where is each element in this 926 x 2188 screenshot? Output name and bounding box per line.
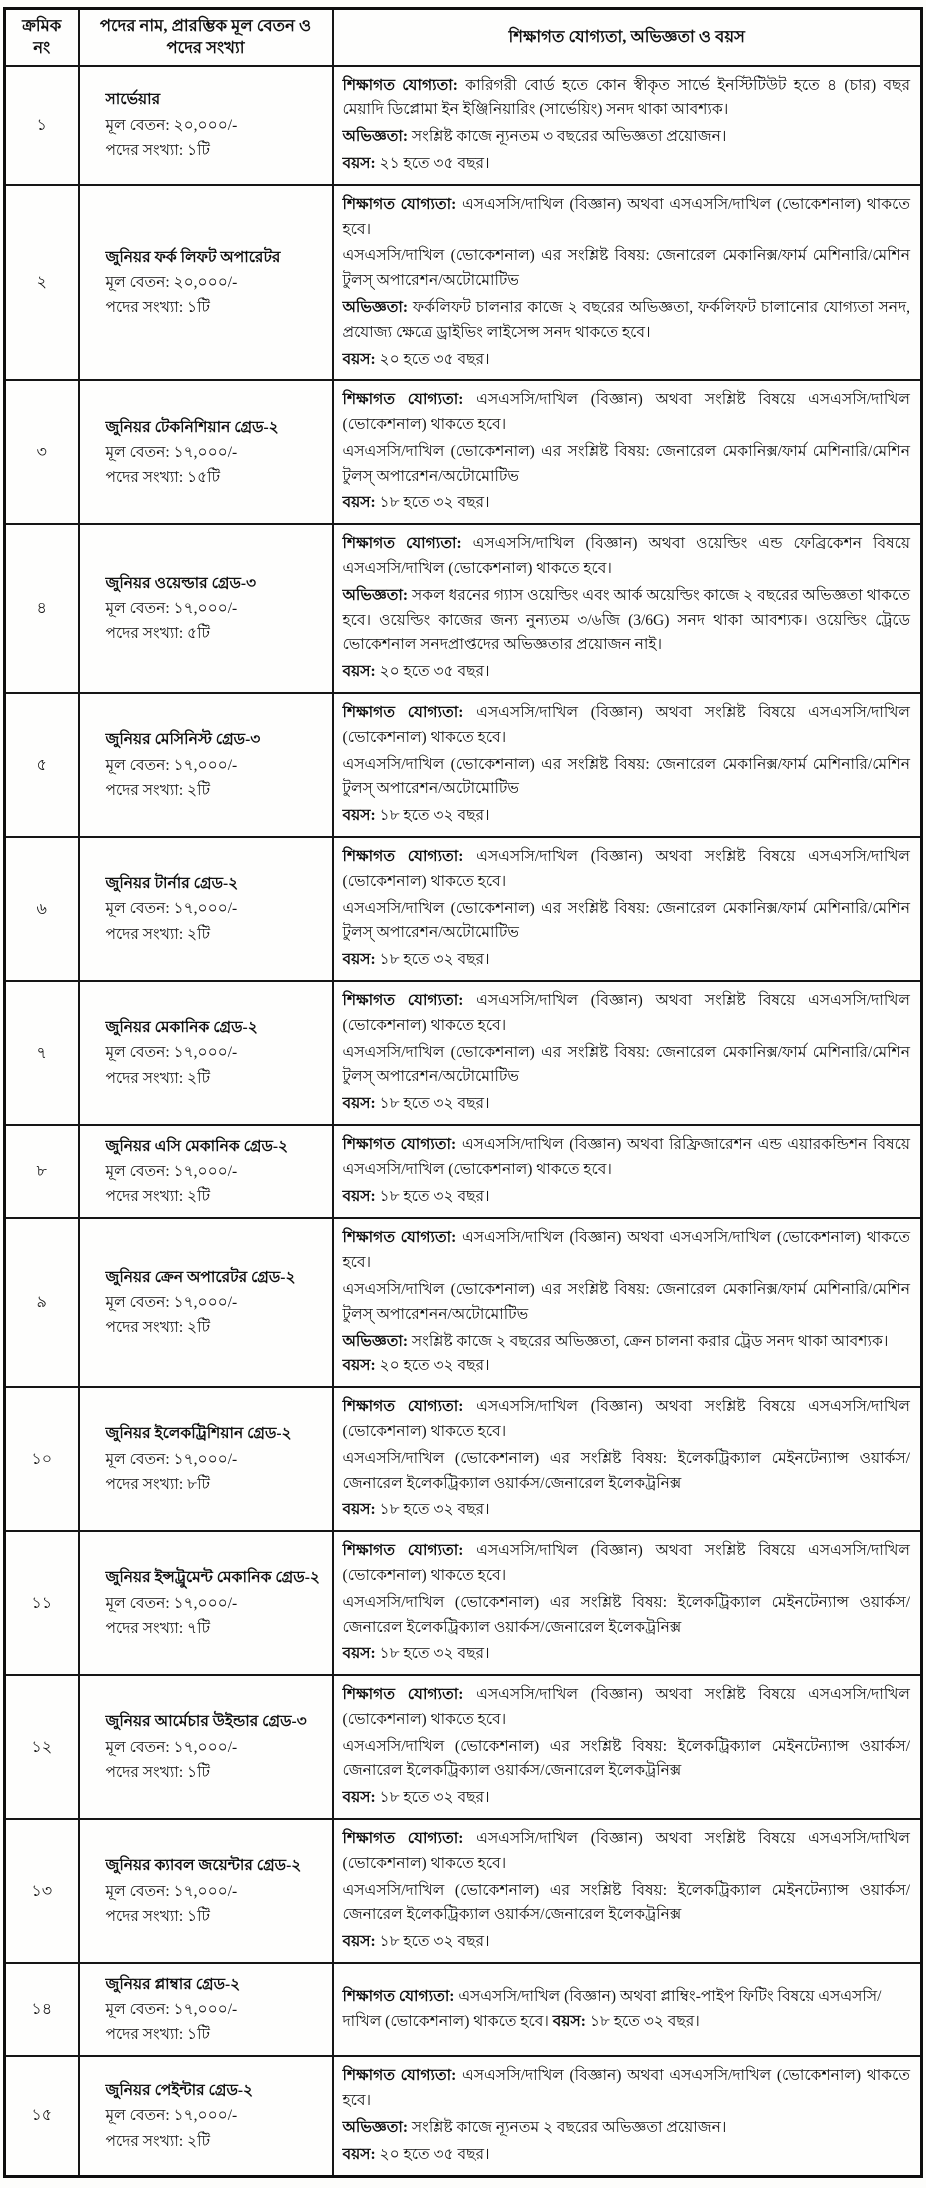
serial-number: ১৩ xyxy=(5,1819,79,1963)
qualification-text: এসএসসি/দাখিল (বিজ্ঞান) অথবা ওয়েল্ডিং এন্ড ফেব্রিকেশন বিষয়ে এসএসসি/দাখিল (ভোকেশনাল) থাকতে হবে। xyxy=(342,535,910,578)
serial-number: ১৪ xyxy=(5,1963,79,2056)
qualification-text: ১৮ হতে ৩২ বছর। xyxy=(585,2012,700,2030)
table-row xyxy=(5,693,922,837)
qualification-line xyxy=(343,844,911,896)
qualification-text: এসএসসি/দাখিল (বিজ্ঞান) অথবা সংশ্লিষ্ট বিষয়ে এসএসসি/দাখিল (ভোকেশনাল) থাকতে হবে। xyxy=(342,1398,910,1440)
qualification-cell xyxy=(333,1963,922,2056)
table-row xyxy=(5,1675,922,1819)
table-row xyxy=(5,1531,922,1675)
table-row xyxy=(5,380,922,524)
serial-number: ৯ xyxy=(5,1218,79,1387)
position-cell xyxy=(79,1387,333,1531)
qualification-line xyxy=(343,124,911,151)
qualification-cell xyxy=(333,693,922,837)
qualification-cell xyxy=(333,1218,922,1387)
post-count: পদের সংখ্যা: ১টি xyxy=(105,1907,210,1925)
qualification-label: অভিজ্ঞতা: xyxy=(342,586,409,604)
post-count: পদের সংখ্যা: ২টি xyxy=(105,1188,211,1206)
qualification-label: বয়স: xyxy=(342,1933,376,1951)
qualification-line xyxy=(343,439,911,491)
qualification-text: ১৮ হতে ৩২ বছর। xyxy=(375,494,490,512)
position-name: জুনিয়র ইলেকট্রিশিয়ান গ্রেড-২ xyxy=(105,1425,292,1443)
qualification-line xyxy=(343,1641,911,1668)
qualification-line xyxy=(343,1225,911,1277)
qualification-label: শিক্ষাগত যোগ্যতা: xyxy=(342,535,462,553)
qualification-text: এসএসসি/দাখিল (ভোকেশনাল) এর সংশ্লিষ্ট বিষয়: ইলেকট্রিক্যাল মেইনটেন্যান্স ওয়ার্কস/জেনারেল ইলেকট্রিক্যাল ওয়ার্কস/জেনারেল ইলেকট্রনিক্স xyxy=(342,1881,910,1924)
qualification-line xyxy=(343,2115,911,2142)
table-row xyxy=(5,524,922,693)
qualification-line xyxy=(343,896,911,948)
job-table-body xyxy=(5,66,922,2177)
post-count: পদের সংখ্যা: ২টি xyxy=(105,1069,211,1087)
position-cell xyxy=(79,2056,333,2176)
position-cell xyxy=(79,1531,333,1675)
qualification-text: এসএসসি/দাখিল (বিজ্ঞান) অথবা সংশ্লিষ্ট বিষয়ে এসএসসি/দাখিল (ভোকেশনাল) থাকতে হবে। xyxy=(342,992,910,1034)
qualification-line xyxy=(343,531,911,583)
qualification-label: শিক্ষাগত যোগ্যতা: xyxy=(342,704,464,722)
serial-number: ৩ xyxy=(5,380,79,524)
qualification-cell xyxy=(333,1531,922,1675)
base-salary: মূল বেতন: ১৭,০০০/- xyxy=(105,900,238,918)
position-name: জুনিয়র ক্যাবল জয়েন্টার গ্রেড-২ xyxy=(105,1857,302,1875)
qualification-line xyxy=(343,1929,911,1956)
post-count: পদের সংখ্যা: ১টি xyxy=(105,141,210,159)
qualification-line xyxy=(343,192,911,244)
position-cell xyxy=(79,66,333,185)
qualification-text: ফর্কলিফট চালনার কাজে ২ বছরের অভিজ্ঞতা, ফর্কলিফট চালানোর যোগ্যতা সনদ, প্রযোজ্য ক্ষেত্রে ড্রাইভিং লাইসেন্স সনদ থাকতে হবে। xyxy=(342,298,910,341)
qualification-cell xyxy=(333,380,922,524)
position-cell xyxy=(79,1819,333,1963)
qualification-text: ১৮ হতে ৩২ বছর। xyxy=(375,1188,490,1206)
position-cell xyxy=(79,1963,333,2056)
qualification-cell xyxy=(333,66,922,185)
post-count: পদের সংখ্যা: ১টি xyxy=(105,299,210,317)
qualification-label: শিক্ষাগত যোগ্যতা: xyxy=(342,76,458,94)
serial-number: ১১ xyxy=(5,1531,79,1675)
qualification-line xyxy=(343,1497,911,1524)
base-salary: মূল বেতন: ১৭,০০০/- xyxy=(105,600,238,618)
base-salary: মূল বেতন: ১৭,০০০/- xyxy=(105,1163,238,1181)
base-salary: মূল বেতন: ১৭,০০০/- xyxy=(105,1294,238,1312)
qualification-line xyxy=(343,1446,911,1498)
qualification-label: শিক্ষাগত যোগ্যতা: xyxy=(342,2067,457,2085)
qualification-line xyxy=(343,1984,911,2036)
position-cell xyxy=(79,1125,333,1218)
qualification-cell xyxy=(333,1125,922,1218)
qualification-label: বয়স: xyxy=(342,154,376,172)
qualification-line xyxy=(343,583,911,659)
position-name: জুনিয়র ক্রেন অপারেটর গ্রেড-২ xyxy=(105,1269,296,1287)
position-name: জুনিয়র ফর্ক লিফট অপারেটর xyxy=(105,248,281,266)
qualification-line xyxy=(343,947,911,974)
qualification-text: এসএসসি/দাখিল (বিজ্ঞান) অথবা সংশ্লিষ্ট বিষয়ে এসএসসি/দাখিল (ভোকেশনাল) থাকতে হবে। xyxy=(342,1830,910,1872)
serial-number: ১৫ xyxy=(5,2056,79,2176)
qualification-line xyxy=(343,295,911,347)
qualification-line xyxy=(343,2142,911,2169)
qualification-label: বয়স: xyxy=(342,1095,376,1113)
qualification-text: ২০ হতে ৩৫ বছর। xyxy=(375,350,490,368)
position-name: জুনিয়র আর্মেচার উইন্ডার গ্রেড-৩ xyxy=(105,1713,307,1731)
qualification-line xyxy=(343,2063,911,2115)
post-count: পদের সংখ্যা: ২টি xyxy=(105,2132,211,2150)
post-count: পদের সংখ্যা: ২টি xyxy=(105,781,211,799)
qualification-text: ১৮ হতে ৩২ বছর। xyxy=(375,1789,490,1807)
base-salary: মূল বেতন: ২০,০০০/- xyxy=(105,116,238,134)
qualification-text: এসএসসি/দাখিল (ভোকেশনাল) এর সংশ্লিষ্ট বিষয়: ইলেকট্রিক্যাল মেইনটেন্যান্স ওয়ার্কস/জেনারেল ইলেকট্রিক্যাল ওয়ার্কস/জেনারেল ইলেকট্রনিক্স xyxy=(342,1593,910,1636)
qualification-text: ১৮ হতে ৩২ বছর। xyxy=(375,1933,490,1951)
base-salary: মূল বেতন: ১৭,০০০/- xyxy=(105,1594,238,1612)
qualification-label: অভিজ্ঞতা: xyxy=(342,298,409,316)
qualification-cell xyxy=(333,1819,922,1963)
qualification-line xyxy=(343,347,911,374)
qualification-line xyxy=(343,1826,911,1878)
header-row xyxy=(5,9,922,66)
qualification-label: বয়স: xyxy=(342,350,376,368)
header-serial-no: ক্রমিক নং xyxy=(5,9,79,66)
qualification-text: ২০ হতে ৩৫ বছর। xyxy=(375,2145,490,2163)
qualification-line xyxy=(343,1734,911,1786)
qualification-text: এসএসসি/দাখিল (ভোকেশনাল) এর সংশ্লিষ্ট বিষয়: ইলেকট্রিক্যাল মেইনটেন্যান্স ওয়ার্কস/জেনারেল ইলেকট্রিক্যাল ওয়ার্কস/জেনারেল ইলেকট্রনিক্স xyxy=(342,1737,910,1780)
qualification-cell xyxy=(333,981,922,1125)
qualification-text: কারিগরী বোর্ড হতে কোন স্বীকৃত সার্ভে ইনস্টিটিউট হতে ৪ (চার) বছর মেয়াদি ডিপ্লোমা ইন ইঞ্জিনিয়ারিং (সার্ভেয়িং) সনদ থাকা আবশ্যক। xyxy=(342,76,910,119)
qualification-label: বয়স: xyxy=(342,1789,376,1807)
qualification-text: ২০ হতে ৩৫ বছর। xyxy=(375,663,490,681)
qualification-text: এসএসসি/দাখিল (ভোকেশনাল) এর সংশ্লিষ্ট বিষয়: জেনারেল মেকানিক্স/ফার্ম মেশিনারি/মেশিন টুলস্ অপারেশন/অটোমোটিভ xyxy=(342,442,910,485)
qualification-text: এসএসসি/দাখিল (বিজ্ঞান) অথবা সংশ্লিষ্ট বিষয়ে এসএসসি/দাখিল (ভোকেশনাল) থাকতে হবে। xyxy=(342,704,910,746)
position-name: সার্ভেয়ার xyxy=(105,91,161,109)
position-name: জুনিয়র এসি মেকানিক গ্রেড-২ xyxy=(105,1138,289,1156)
qualification-text: এসএসসি/দাখিল (বিজ্ঞান) অথবা সংশ্লিষ্ট বিষয়ে এসএসসি/দাখিল (ভোকেশনাল) থাকতে হবে। xyxy=(342,1542,910,1584)
qualification-text: এসএসসি/দাখিল (বিজ্ঞান) অথবা এসএসসি/দাখিল (ভোকেশনাল) থাকতে হবে। xyxy=(342,1229,910,1272)
table-row xyxy=(5,1387,922,1531)
base-salary: মূল বেতন: ২০,০০০/- xyxy=(105,273,238,291)
qualification-label: শিক্ষাগত যোগ্যতা: xyxy=(342,1229,457,1247)
post-count: পদের সংখ্যা: ৮টি xyxy=(105,1475,210,1493)
post-count: পদের সংখ্যা: ২টি xyxy=(105,1319,211,1337)
qualification-text: সংশ্লিষ্ট কাজে ২ বছরের অভিজ্ঞতা, ক্রেন চালনা করার ট্রেড সনদ থাকা আবশ্যক। xyxy=(408,1332,889,1350)
qualification-line xyxy=(343,1590,911,1642)
qualification-label: অভিজ্ঞতা: xyxy=(342,128,409,146)
position-cell xyxy=(79,693,333,837)
qualification-label: বয়স: xyxy=(342,1357,376,1375)
qualification-cell xyxy=(333,524,922,693)
qualification-line xyxy=(343,73,911,125)
qualification-label: বয়স: xyxy=(342,1501,376,1519)
qualification-text: ১৮ হতে ৩২ বছর। xyxy=(375,1501,490,1519)
qualification-text: ২০ হতে ৩২ বছর। xyxy=(375,1357,490,1375)
table-row xyxy=(5,185,922,381)
position-name: জুনিয়র ইন্সট্রুমেন্ট মেকানিক গ্রেড-২ xyxy=(105,1569,320,1587)
position-cell xyxy=(79,524,333,693)
qualification-label: শিক্ষাগত যোগ্যতা: xyxy=(342,992,464,1010)
position-name: জুনিয়র মেকানিক গ্রেড-২ xyxy=(105,1019,258,1037)
qualification-label: বয়স: xyxy=(342,951,376,969)
base-salary: মূল বেতন: ১৭,০০০/- xyxy=(105,2107,238,2125)
serial-number: ১ xyxy=(5,66,79,185)
table-row xyxy=(5,981,922,1125)
position-cell xyxy=(79,1675,333,1819)
qualification-line xyxy=(343,1040,911,1092)
table-row xyxy=(5,1218,922,1387)
post-count: পদের সংখ্যা: ২টি xyxy=(105,925,211,943)
qualification-line xyxy=(343,243,911,295)
serial-number: ৮ xyxy=(5,1125,79,1218)
post-count: পদের সংখ্যা: ৫টি xyxy=(105,625,210,643)
qualification-cell xyxy=(333,1387,922,1531)
position-cell xyxy=(79,380,333,524)
position-name: জুনিয়র পেইন্টার গ্রেড-২ xyxy=(105,2082,254,2100)
qualification-line xyxy=(343,1682,911,1734)
qualification-text: এসএসসি/দাখিল (ভোকেশনাল) এর সংশ্লিষ্ট বিষয়: ইলেকট্রিক্যাল মেইনটেন্যান্স ওয়ার্কস/জেনারেল ইলেকট্রিক্যাল ওয়ার্কস/জেনারেল ইলেকট্রনিক্স xyxy=(342,1449,910,1492)
qualification-text: এসএসসি/দাখিল (বিজ্ঞান) অথবা সংশ্লিষ্ট বিষয়ে এসএসসি/দাখিল (ভোকেশনাল) থাকতে হবে। xyxy=(342,1686,910,1728)
table-row xyxy=(5,1125,922,1218)
position-name: জুনিয়র ওয়েল্ডার গ্রেড-৩ xyxy=(105,575,257,592)
qualification-line xyxy=(343,1184,911,1211)
serial-number: ৭ xyxy=(5,981,79,1125)
qualification-label: শিক্ষাগত যোগ্যতা: xyxy=(342,848,464,866)
serial-number: ৫ xyxy=(5,693,79,837)
qualification-cell xyxy=(333,837,922,981)
base-salary: মূল বেতন: ১৭,০০০/- xyxy=(105,1882,238,1900)
qualification-line xyxy=(343,803,911,830)
table-row xyxy=(5,2056,922,2176)
qualification-label: শিক্ষাগত যোগ্যতা: xyxy=(342,391,464,409)
qualification-line xyxy=(343,1785,911,1812)
qualification-text: ১৮ হতে ৩২ বছর। xyxy=(375,1095,490,1113)
qualification-line xyxy=(343,1277,911,1329)
qualification-text: এসএসসি/দাখিল (ভোকেশনাল) এর সংশ্লিষ্ট বিষয়: জেনারেল মেকানিক্স/ফার্ম মেশিনারি/মেশিন টুলস্ অপারেশন/অটোমোটিভ xyxy=(342,899,910,942)
header-position-salary-posts: পদের নাম, প্রারম্ভিক মূল বেতন ও পদের সংখ্যা xyxy=(79,9,333,66)
post-count: পদের সংখ্যা: ৭টি xyxy=(105,1619,211,1637)
qualification-line xyxy=(343,151,911,178)
table-row xyxy=(5,1963,922,2056)
qualification-text: ১৮ হতে ৩২ বছর। xyxy=(375,951,490,969)
qualification-label: শিক্ষাগত যোগ্যতা: xyxy=(342,1136,457,1154)
table-row xyxy=(5,66,922,185)
serial-number: ৬ xyxy=(5,837,79,981)
qualification-text: এসএসসি/দাখিল (ভোকেশনাল) এর সংশ্লিষ্ট বিষয়: জেনারেল মেকানিক্স/ফার্ম মেশিনারি/মেশিন টুলস্ অপারেশন/অটোমোটিভ xyxy=(342,755,910,798)
qualification-label: বয়স: xyxy=(552,2012,586,2030)
position-name: জুনিয়র টার্নার গ্রেড-২ xyxy=(105,875,239,893)
position-name: জুনিয়র মেসিনিস্ট গ্রেড-৩ xyxy=(105,731,261,749)
qualification-text: এসএসসি/দাখিল (বিজ্ঞান) অথবা এসএসসি/দাখিল (ভোকেশনাল) থাকতে হবে। xyxy=(342,195,910,238)
post-count: পদের সংখ্যা: ১টি xyxy=(105,1763,210,1781)
qualification-text: ১৮ হতে ৩২ বছর। xyxy=(375,807,490,825)
base-salary: মূল বেতন: ১৭,০০০/- xyxy=(105,1738,238,1756)
qualification-text: সকল ধরনের গ্যাস ওয়েল্ডিং এবং আর্ক অয়েল্ডিং কাজে ২ বছরের অভিজ্ঞতা থাকতে হবে। ওয়েল্ডিং কাজের জন্য নুন্যতম ৩/৬জি (3/6G) সনদ থাকা আবশ্যক। ওয়েল্ডিং ট্রেডে ভোকেশনাল সনদপ্রাপ্তদের অভিজ্ঞতার প্রয়োজন নাই। xyxy=(342,586,910,654)
qualification-label: শিক্ষাগত যোগ্যতা: xyxy=(342,1830,464,1848)
qualification-label: শিক্ষাগত যোগ্যতা: xyxy=(342,195,457,213)
qualification-label: বয়স: xyxy=(342,1645,376,1663)
post-count: পদের সংখ্যা: ১টি xyxy=(105,2026,210,2044)
table-row xyxy=(5,1819,922,1963)
qualification-text: এসএসসি/দাখিল (বিজ্ঞান) অথবা প্লাম্বিং-পাইপ ফিটিং বিষয়ে এসএসসি/দাখিল (ভোকেশনাল) থাকতে হবে। xyxy=(342,1987,882,2030)
position-cell xyxy=(79,185,333,381)
qualification-label: বয়স: xyxy=(342,807,376,825)
qualification-line xyxy=(343,1394,911,1446)
serial-number: ৪ xyxy=(5,524,79,693)
qualification-label: শিক্ষাগত যোগ্যতা: xyxy=(342,1686,464,1704)
qualification-label: অভিজ্ঞতা: xyxy=(342,2118,409,2136)
serial-number: ১২ xyxy=(5,1675,79,1819)
post-count: পদের সংখ্যা: ১৫টি xyxy=(105,468,221,486)
base-salary: মূল বেতন: ১৭,০০০/- xyxy=(105,2001,238,2019)
job-positions-table xyxy=(3,7,923,2178)
qualification-line xyxy=(343,490,911,517)
qualification-cell xyxy=(333,2056,922,2176)
qualification-text: এসএসসি/দাখিল (বিজ্ঞান) অথবা এসএসসি/দাখিল (ভোকেশনাল) থাকতে হবে। xyxy=(342,2067,910,2110)
qualification-line xyxy=(343,659,911,686)
qualification-label: শিক্ষাগত যোগ্যতা: xyxy=(342,1542,464,1560)
qualification-label: বয়স: xyxy=(342,1188,376,1206)
header-qualification-experience-age: শিক্ষাগত যোগ্যতা, অভিজ্ঞতা ও বয়স xyxy=(333,9,922,66)
qualification-label: বয়স: xyxy=(342,494,376,512)
qualification-text: এসএসসি/দাখিল (ভোকেশনাল) এর সংশ্লিষ্ট বিষয়: জেনারেল মেকানিক্স/ফার্ম মেশিনারি/মেশিন টুলস্ অপারেশনন/অটোমোটিভ xyxy=(342,1280,910,1323)
position-name: জুনিয়র প্লাম্বার গ্রেড-২ xyxy=(105,1976,241,1994)
qualification-line xyxy=(343,752,911,804)
qualification-cell xyxy=(333,1675,922,1819)
serial-number: ২ xyxy=(5,185,79,381)
qualification-line xyxy=(343,1878,911,1930)
table-row xyxy=(5,837,922,981)
qualification-text: এসএসসি/দাখিল (ভোকেশনাল) এর সংশ্লিষ্ট বিষয়: জেনারেল মেকানিক্স/ফার্ম মেশিনারি/মেশিন টুলস্ অপারেশন/অটোমোটিভ xyxy=(342,1043,910,1086)
position-cell xyxy=(79,837,333,981)
qualification-text: এসএসসি/দাখিল (বিজ্ঞান) অথবা সংশ্লিষ্ট বিষয়ে এসএসসি/দাখিল (ভোকেশনাল) থাকতে হবে। xyxy=(342,848,910,890)
base-salary: মূল বেতন: ১৭,০০০/- xyxy=(105,1450,238,1468)
qualification-label: বয়স: xyxy=(342,2145,376,2163)
qualification-label: অভিজ্ঞতা: xyxy=(342,1332,409,1350)
qualification-text: ১৮ হতে ৩২ বছর। xyxy=(375,1645,490,1663)
qualification-line xyxy=(343,1538,911,1590)
position-name: জুনিয়র টেকনিশিয়ান গ্রেড-২ xyxy=(105,418,279,436)
qualification-line xyxy=(343,988,911,1040)
base-salary: মূল বেতন: ১৭,০০০/- xyxy=(105,443,238,461)
qualification-line xyxy=(343,1329,911,1381)
qualification-label: বয়স: xyxy=(342,663,376,681)
base-salary: মূল বেতন: ১৭,০০০/- xyxy=(105,756,238,774)
qualification-line xyxy=(343,700,911,752)
qualification-line xyxy=(343,1132,911,1184)
qualification-text: সংশ্লিষ্ট কাজে ন্যূনতম ২ বছরের অভিজ্ঞতা প্রয়োজন। xyxy=(408,2118,727,2136)
base-salary: মূল বেতন: ১৭,০০০/- xyxy=(105,1044,238,1062)
qualification-text: এসএসসি/দাখিল (ভোকেশনাল) এর সংশ্লিষ্ট বিষয়: জেনারেল মেকানিক্স/ফার্ম মেশিনারি/মেশিন টুলস্ অপারেশন/অটোমোটিভ xyxy=(342,247,910,290)
qualification-text: সংশ্লিষ্ট কাজে ন্যূনতম ৩ বছরের অভিজ্ঞতা প্রয়োজন। xyxy=(408,128,727,146)
position-cell xyxy=(79,1218,333,1387)
serial-number: ১০ xyxy=(5,1387,79,1531)
qualification-cell xyxy=(333,185,922,381)
qualification-label: শিক্ষাগত যোগ্যতা: xyxy=(342,1398,464,1416)
qualification-line xyxy=(343,387,911,439)
qualification-label: শিক্ষাগত যোগ্যতা: xyxy=(342,1987,455,2005)
qualification-text: এসএসসি/দাখিল (বিজ্ঞান) অথবা রিফ্রিজারেশন এন্ড এয়ারকন্ডিশন বিষয়ে এসএসসি/দাখিল (ভোকেশনাল) থাকতে হবে। xyxy=(342,1136,910,1179)
qualification-text: ২১ হতে ৩৫ বছর। xyxy=(375,154,490,172)
qualification-line xyxy=(343,1091,911,1118)
position-cell xyxy=(79,981,333,1125)
qualification-text: এসএসসি/দাখিল (বিজ্ঞান) অথবা সংশ্লিষ্ট বিষয়ে এসএসসি/দাখিল (ভোকেশনাল) থাকতে হবে। xyxy=(342,391,910,434)
